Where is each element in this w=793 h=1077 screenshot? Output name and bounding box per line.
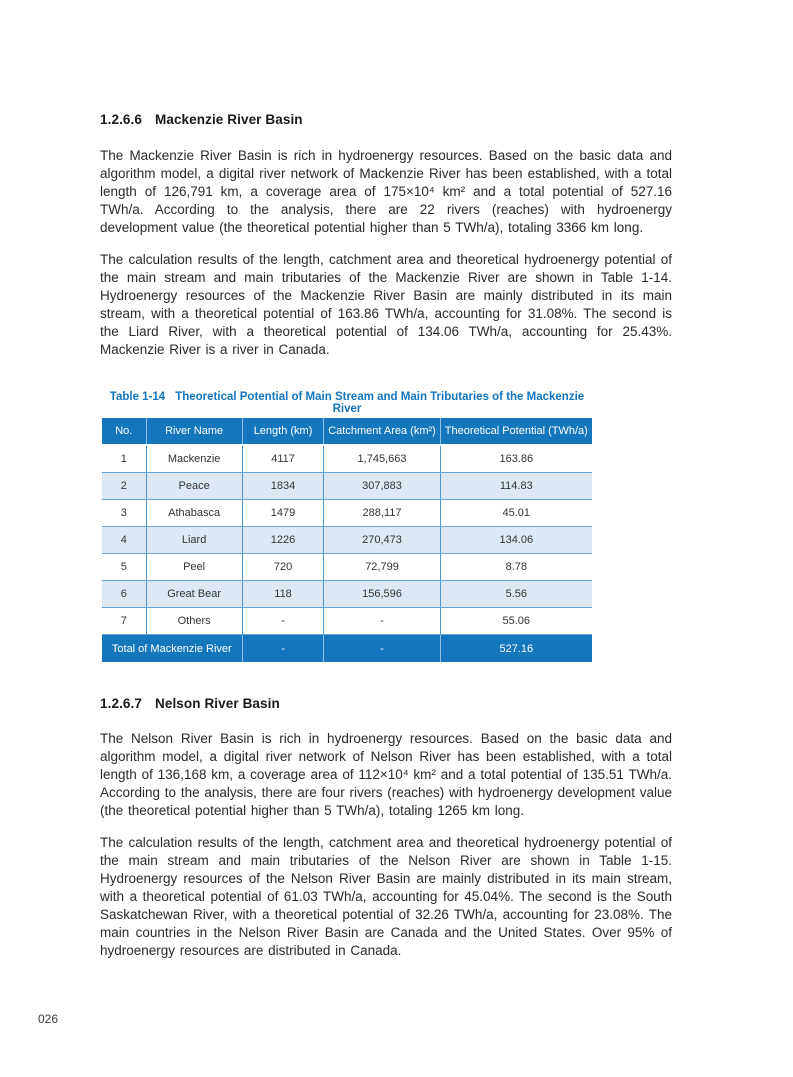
cell-river: Athabasca [146,500,242,527]
cell-length: - [242,608,324,635]
cell-catchment: 288,117 [324,500,440,527]
table-caption-label: Table 1-14 [109,391,166,403]
cell-no: 3 [102,500,146,527]
paragraph-mackenzie-2: The calculation results of the length, catchment area and theoretical hydroenergy potential of the main stream and main tributaries of the Mackenzie River are shown in Table 1-14. Hydroenergy resources of the Mackenzie River Basin are mainly distributed in its main stream, with a theoretical potential of 163.86 TWh/a, accounting for 31.08%. The second is the Liard River, with a theoretical potential of 134.06 TWh/a, accounting for 25.43%. Mackenzie River is a river in Canada. [100,252,672,357]
table-row [102,608,592,635]
table-row [102,527,592,554]
column-header-catchment-area: Catchment Area (km²) [324,418,440,445]
cell-catchment: - [324,608,440,635]
cell-potential: 114.83 [440,473,592,500]
table-row [102,445,592,473]
cell-potential: 134.06 [440,527,592,554]
cell-length: 118 [242,581,324,608]
table-row [102,500,592,527]
table-row [102,554,592,581]
table-caption [102,391,592,415]
cell-potential: 55.06 [440,608,592,635]
table-header-row [102,418,592,445]
total-row-potential: 527.16 [440,635,592,663]
table-row [102,473,592,500]
table-caption-title: Theoretical Potential of Main Stream and Main Tributaries of the Mackenzie River [175,391,585,415]
paragraph-nelson-1: The Nelson River Basin is rich in hydroenergy resources. Based on the basic data and algorithm model, a digital river network of Nelson River has been established, with a total length of 136,168 km, a coverage area of 112×10⁴ km² and a total potential of 135.51 TWh/a. According to the analysis, there are four rivers (reaches) with hydroenergy development value (the theoretical potential higher than 5 TWh/a), totaling 1265 km long. [100,731,672,818]
total-row-label: Total of Mackenzie River [102,635,242,663]
paragraph-mackenzie-1: The Mackenzie River Basin is rich in hydroenergy resources. Based on the basic data and algorithm model, a digital river network of Mackenzie River has been established, with a total length of 126,791 km, a coverage area of 175×10⁴ km² and a total potential of 527.16 TWh/a. According to the analysis, there are 22 rivers (reaches) with hydroenergy development value (the theoretical potential higher than 5 TWh/a), totaling 3366 km long. [100,148,672,235]
cell-river: Liard [146,527,242,554]
column-header-river-name: River Name [146,418,242,445]
cell-river: Others [146,608,242,635]
cell-river: Great Bear [146,581,242,608]
cell-potential: 45.01 [440,500,592,527]
cell-catchment: 307,883 [324,473,440,500]
cell-catchment: 72,799 [324,554,440,581]
paragraph-nelson-2: The calculation results of the length, catchment area and theoretical hydroenergy potential of the main stream and main tributaries of the Nelson River are shown in Table 1-15. Hydroenergy resources of the Nelson River Basin are mainly distributed in its main stream, with a theoretical potential of 61.03 TWh/a, accounting for 45.04%. The second is the South Saskatchewan River, with a theoretical potential of 32.26 TWh/a, accounting for 23.08%. The main countries in the Nelson River Basin are Canada and the United States. Over 95% of hydroenergy resources are distributed in Canada. [100,835,672,958]
cell-catchment: 156,596 [324,581,440,608]
cell-length: 1479 [242,500,324,527]
cell-potential: 5.56 [440,581,592,608]
total-row-catchment: - [324,635,440,663]
table-total-row [102,635,592,663]
cell-potential: 163.86 [440,445,592,473]
column-header-theoretical-potential: Theoretical Potential (TWh/a) [440,418,592,445]
cell-potential: 8.78 [440,554,592,581]
cell-river: Peel [146,554,242,581]
table-row [102,581,592,608]
cell-catchment: 1,745,663 [324,445,440,473]
cell-no: 6 [102,581,146,608]
cell-no: 1 [102,445,146,473]
cell-river: Peace [146,473,242,500]
mackenzie-table [102,418,592,662]
cell-length: 1834 [242,473,324,500]
cell-catchment: 270,473 [324,527,440,554]
cell-no: 2 [102,473,146,500]
cell-length: 4117 [242,445,324,473]
section-number: 1.2.6.6 [100,112,142,127]
section-title: Mackenzie River Basin [154,112,303,127]
section-title: Nelson River Basin [154,696,280,711]
section-heading-nelson [100,696,672,711]
cell-length: 720 [242,554,324,581]
section-heading-mackenzie [100,112,672,127]
section-number: 1.2.6.7 [100,696,142,711]
total-row-length: - [242,635,324,663]
column-header-no: No. [102,418,146,445]
cell-no: 4 [102,527,146,554]
column-header-length: Length (km) [242,418,324,445]
cell-river: Mackenzie [146,445,242,473]
page-number: 026 [38,1012,59,1026]
cell-length: 1226 [242,527,324,554]
cell-no: 7 [102,608,146,635]
cell-no: 5 [102,554,146,581]
